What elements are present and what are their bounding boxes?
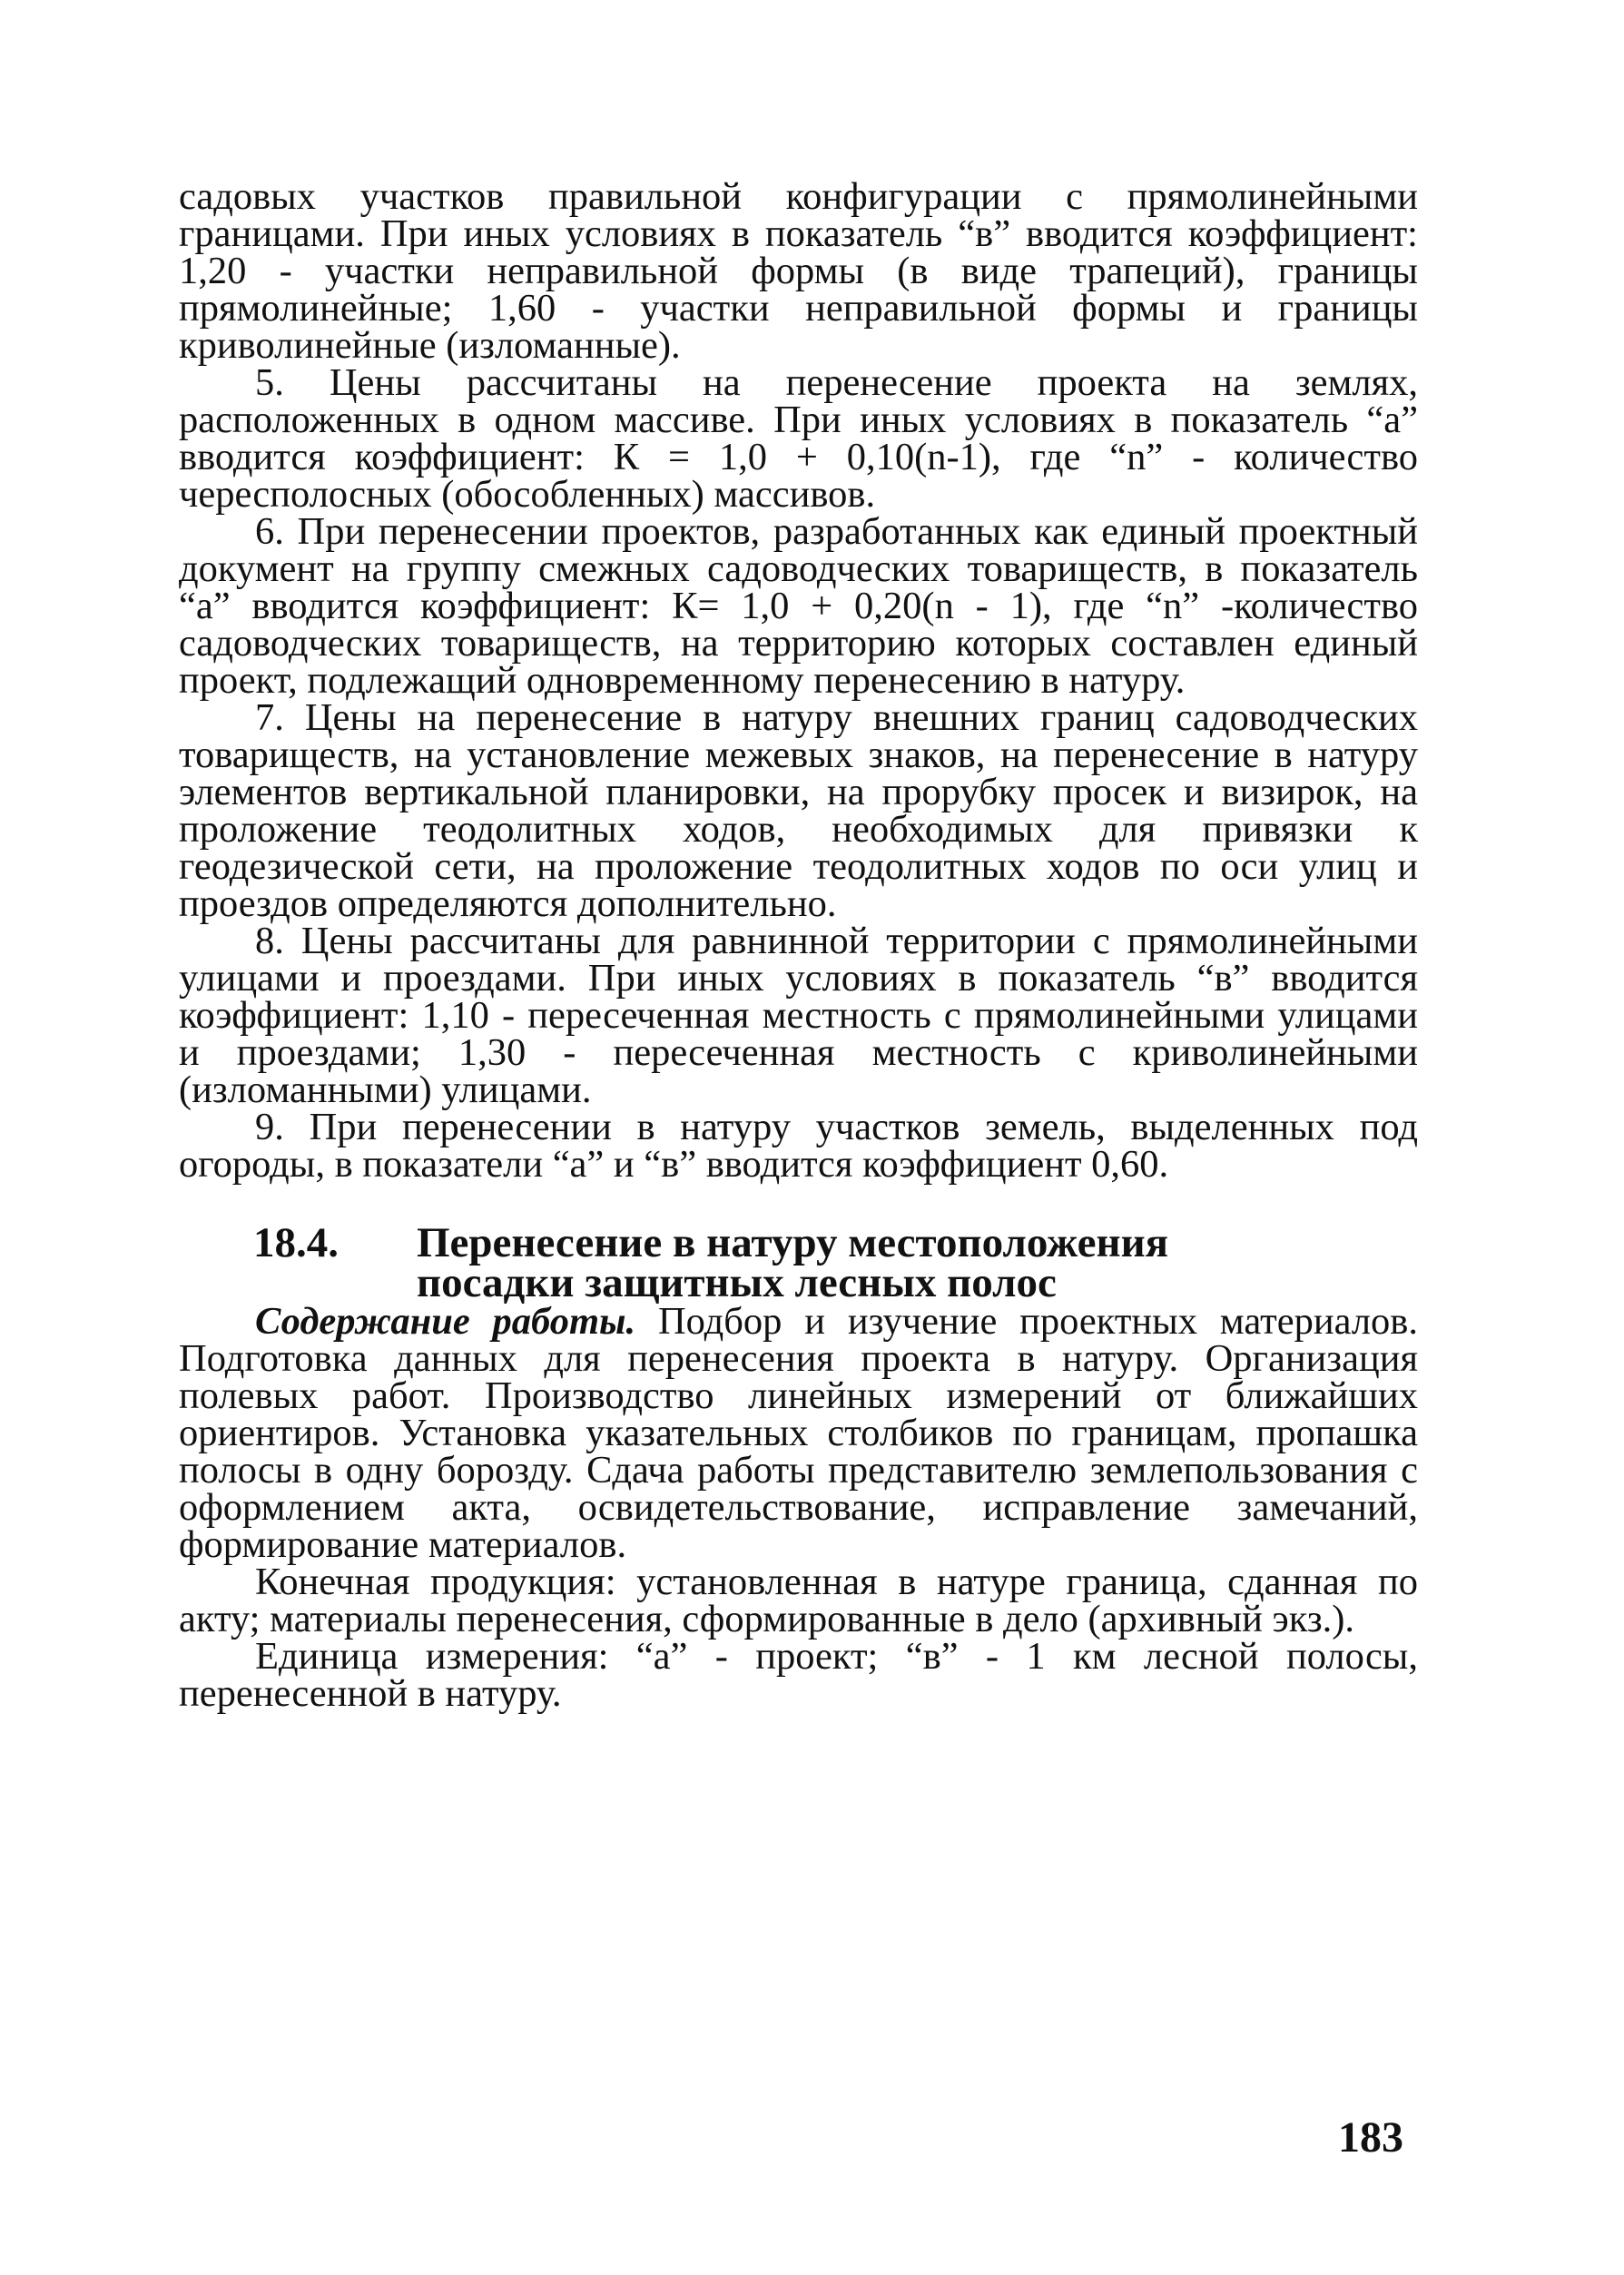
paragraph-final-product: Конечная продукция: установленная в натуре граница, сданная по акту; материалы перенесения, сформированные в дело (архивный экз.). — [179, 1561, 1418, 1640]
work-content-text: Подбор и изучение проектных материалов. Подготовка данных для перенесения проекта в натуру. Организация полевых работ. Производство линейных измерений от ближайших ориентиров. Установка указательных столбиков по границам, пропашка полосы в одну борозду. Сдача работы представителю землепользования с оформлением акта, освидетельствование, исправление замечаний, формирование материалов. — [179, 1300, 1418, 1566]
section-number: 18.4. — [253, 1219, 339, 1266]
page-text-block — [179, 175, 1418, 1715]
page-number: 183 — [1338, 2113, 1403, 2162]
paragraph-item-5: 5. Цены рассчитаны на перенесение проекта на землях, расположенных в одном массиве. При иных условиях в показатель “а” вводится коэффициент: К = 1,0 + 0,10(n-1), где “n” - количество чересполосных (обособленных) массивов. — [179, 361, 1418, 516]
section-heading — [179, 1219, 1418, 1306]
work-content-lead: Содержание работы. — [255, 1300, 636, 1343]
section-title — [417, 1219, 1418, 1306]
paragraph-continuation: садовых участков правильной конфигурации с прямолинейными границами. При иных условиях в показатель “в” вводится коэффициент: 1,20 - участки неправильной формы (в виде трапеций), границы прямолинейные; 1,60 - участки неправильной формы и границы криволинейные (изломанные). — [179, 175, 1418, 367]
paragraph-item-6: 6. При перенесении проектов, разработанных как единый проектный документ на группу смежных садоводческих товариществ, в показатель “а” вводится коэффициент: К= 1,0 + 0,20(n - 1), где “n” -количество садоводческих товариществ, на территорию которых составлен единый проект, подлежащий одновременному перенесению в натуру. — [179, 510, 1418, 702]
paragraph-item-8: 8. Цены рассчитаны для равнинной территории с прямолинейными улицами и проездами. При иных условиях в показатель “в” вводится коэффициент: 1,10 - пересеченная местность с прямолинейными улицами и проездами; 1,30 - пересеченная местность с криволинейными (изломанными) улицами. — [179, 920, 1418, 1111]
section-title-line-1: Перенесение в натуру местоположения — [417, 1219, 1169, 1266]
paragraph-work-content — [179, 1300, 1418, 1566]
paragraph-item-9: 9. При перенесении в натуру участков земель, выделенных под огороды, в показатели “а” и “в” вводится коэффициент 0,60. — [179, 1106, 1418, 1186]
section-title-line-2: посадки защитных лесных полос — [417, 1259, 1057, 1306]
paragraph-item-7: 7. Цены на перенесение в натуру внешних границ садоводческих товариществ, на установление межевых знаков, на перенесение в натуру элементов вертикальной планировки, на прорубку просек и визирок, на проложение теодолитных ходов, необходимых для привязки к геодезической сети, на проложение теодолитных ходов по оси улиц и проездов определяются дополнительно. — [179, 696, 1418, 925]
paragraph-unit: Единица измерения: “а” - проект; “в” - 1 км лесной полосы, перенесенной в натуру. — [179, 1635, 1418, 1715]
